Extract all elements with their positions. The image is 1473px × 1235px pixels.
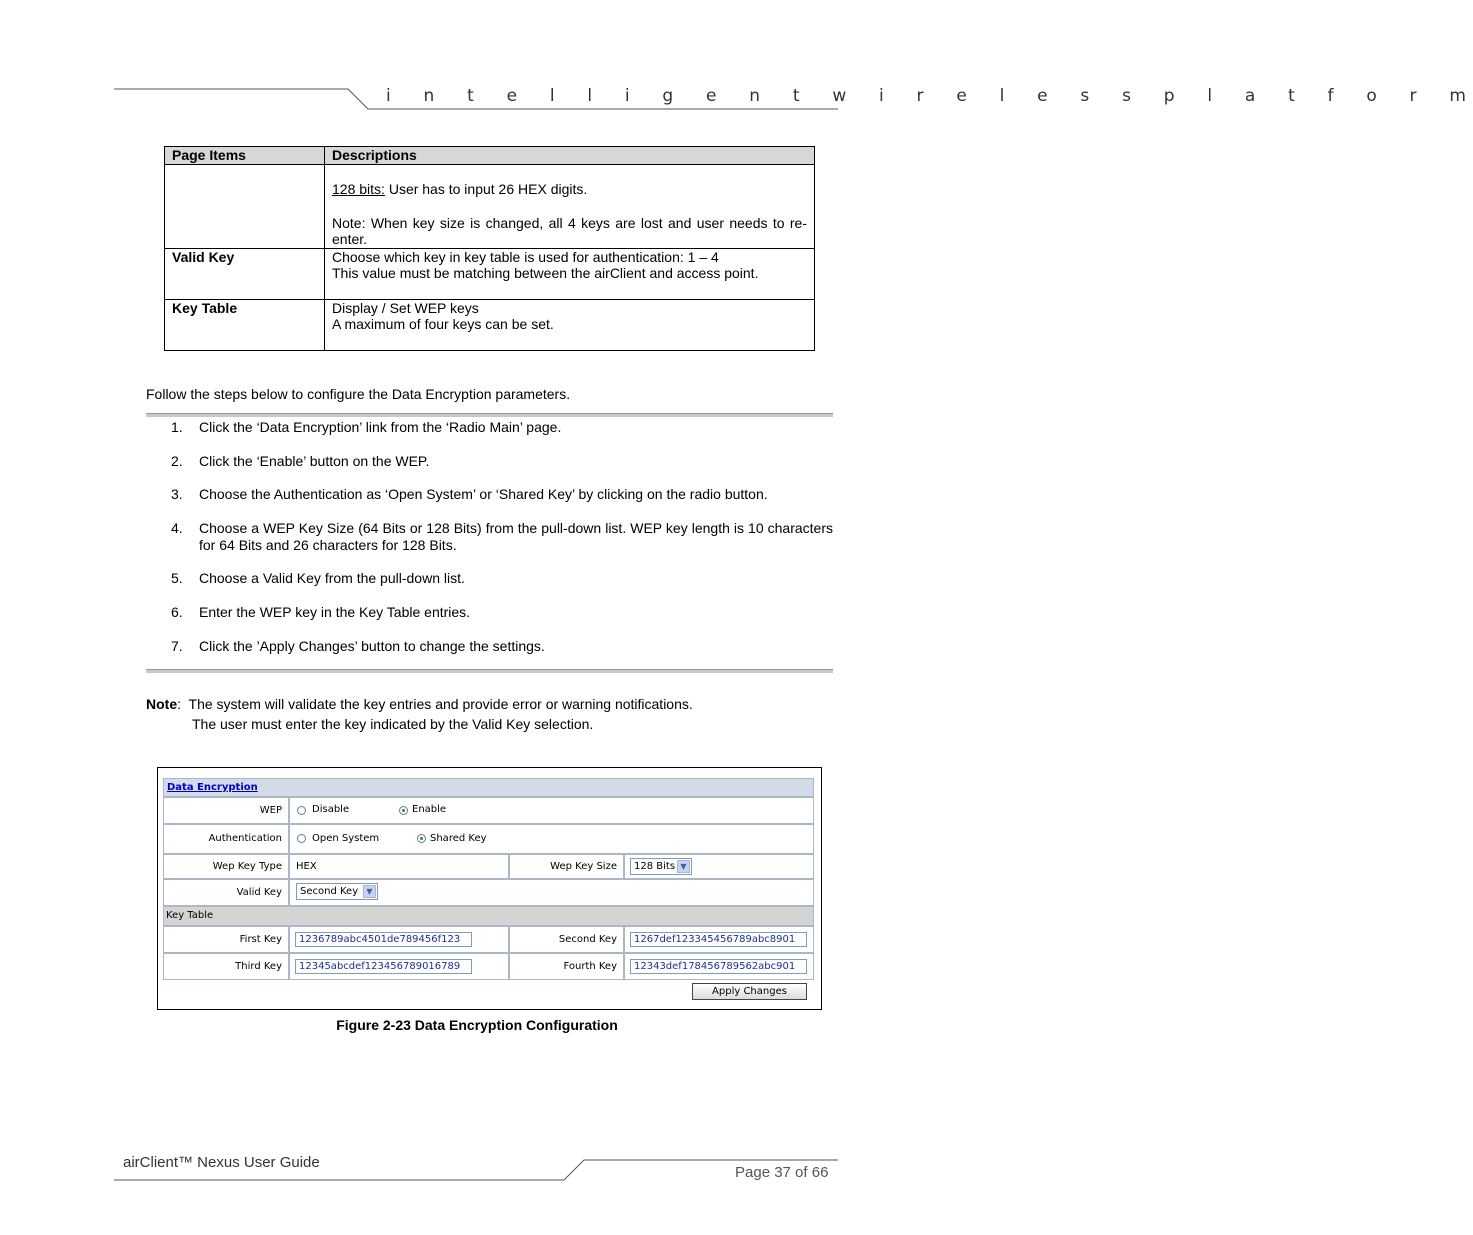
wep-enable-label: Enable bbox=[412, 804, 447, 815]
first-key-input[interactable]: 1236789abc4501de789456f123 bbox=[295, 932, 472, 947]
list-item bbox=[146, 570, 833, 587]
wep-label-cell bbox=[163, 797, 289, 824]
page-items-table bbox=[164, 146, 815, 351]
key-type-label: Wep Key Type bbox=[212, 861, 282, 872]
auth-label: Authentication bbox=[208, 833, 282, 844]
third-key-label: Third Key bbox=[235, 961, 282, 972]
data-encryption-figure bbox=[157, 767, 822, 1010]
wep-disable-radio[interactable] bbox=[297, 806, 306, 815]
valid-key-value-cell bbox=[289, 879, 814, 906]
data-encryption-link[interactable]: Data Encryption bbox=[167, 782, 258, 793]
key-size-selected: 128 Bits bbox=[634, 861, 676, 872]
figure-title-bar bbox=[163, 778, 814, 797]
second-key-input[interactable]: 1267def123345456789abc8901 bbox=[630, 932, 807, 947]
key-type-label-cell bbox=[163, 854, 289, 879]
step-number: 3. bbox=[171, 486, 183, 503]
auth-open-system-radio[interactable] bbox=[297, 834, 306, 843]
key-size-text: User has to input 26 HEX digits. bbox=[384, 181, 588, 197]
header-tagline: i n t e l l i g e n t w i r e l e s s p l a t f o r m bbox=[386, 86, 1473, 106]
key-size-value-cell bbox=[624, 854, 814, 879]
step-number: 2. bbox=[171, 452, 183, 469]
chevron-down-icon[interactable]: ▼ bbox=[677, 860, 690, 873]
row-description bbox=[325, 249, 815, 300]
step-text: Enter the WEP key in the Key Table entries. bbox=[199, 603, 471, 620]
first-key-value-cell bbox=[289, 926, 509, 953]
step-text: Choose a Valid Key from the pull-down list. bbox=[199, 570, 465, 587]
key-type-value-cell bbox=[289, 854, 509, 879]
auth-open-system-label: Open System bbox=[312, 833, 380, 844]
first-key-label: First Key bbox=[239, 934, 282, 945]
table-header-row bbox=[165, 147, 815, 165]
col-header-page-items: Page Items bbox=[165, 147, 325, 165]
step-number: 1. bbox=[171, 419, 183, 435]
second-key-value-cell bbox=[624, 926, 814, 953]
key-size-term: 128 bits: bbox=[332, 181, 385, 197]
key-table-title: Key Table bbox=[166, 910, 214, 921]
auth-label-cell bbox=[163, 824, 289, 854]
table-row bbox=[165, 249, 815, 300]
list-item bbox=[146, 520, 833, 554]
valid-key-selected: Second Key bbox=[300, 886, 359, 897]
list-item bbox=[146, 638, 833, 655]
wep-label: WEP bbox=[259, 805, 282, 816]
row-item bbox=[165, 165, 325, 249]
key-table-line1: Display / Set WEP keys bbox=[332, 300, 479, 316]
row-description bbox=[325, 165, 815, 249]
footer-guide-title: airClient™ Nexus User Guide bbox=[123, 1154, 320, 1171]
apply-changes-button[interactable]: Apply Changes bbox=[692, 983, 807, 1000]
figure-caption: Figure 2-23 Data Encryption Configuration bbox=[336, 1017, 618, 1033]
steps-bottom-rule bbox=[146, 669, 833, 673]
fourth-key-label: Fourth Key bbox=[563, 961, 617, 972]
auth-shared-key-label: Shared Key bbox=[430, 833, 487, 844]
list-item bbox=[146, 419, 833, 436]
table-row bbox=[165, 300, 815, 351]
row-description bbox=[325, 300, 815, 351]
second-key-label: Second Key bbox=[558, 934, 617, 945]
key-table-line2: A maximum of four keys can be set. bbox=[332, 316, 554, 332]
row-item: Key Table bbox=[165, 300, 325, 351]
step-text: Choose the Authentication as ‘Open System’ or ‘Shared Key’ by clicking on the radio button. bbox=[199, 486, 768, 503]
third-key-value-cell bbox=[289, 953, 509, 980]
steps-list bbox=[146, 419, 833, 671]
step-text: Click the ’Apply Changes’ button to change the settings. bbox=[199, 637, 545, 654]
valid-key-line2: This value must be matching between the airClient and access point. bbox=[332, 265, 759, 281]
list-item bbox=[146, 486, 833, 503]
valid-key-label-cell bbox=[163, 879, 289, 906]
step-text: Choose a WEP Key Size (64 Bits or 128 Bits) from the pull-down list. WEP key length is 10 characters for 64 Bits and 26 characters for 128 Bits. bbox=[199, 519, 833, 553]
auth-value-cell bbox=[289, 824, 814, 854]
auth-shared-key-radio[interactable] bbox=[417, 834, 426, 843]
step-number: 7. bbox=[171, 637, 183, 654]
key-size-label-cell bbox=[509, 854, 624, 879]
third-key-input[interactable]: 12345abcdef123456789016789 bbox=[295, 959, 472, 974]
valid-key-label: Valid Key bbox=[236, 887, 282, 898]
wep-value-cell bbox=[289, 797, 814, 824]
list-item bbox=[146, 604, 833, 621]
intro-paragraph: Follow the steps below to configure the Data Encryption parameters. bbox=[146, 386, 571, 402]
wep-disable-label: Disable bbox=[312, 804, 350, 815]
step-text: Click the ‘Data Encryption’ link from the ‘Radio Main’ page. bbox=[199, 419, 562, 435]
step-text: Click the ‘Enable’ button on the WEP. bbox=[199, 452, 430, 469]
fourth-key-value-cell bbox=[624, 953, 814, 980]
key-size-note: Note: When key size is changed, all 4 keys are lost and user needs to re-enter. bbox=[332, 215, 807, 247]
list-item bbox=[146, 453, 833, 470]
second-key-label-cell bbox=[509, 926, 624, 953]
steps-top-rule bbox=[146, 413, 833, 417]
key-type-value: HEX bbox=[296, 861, 317, 872]
fourth-key-label-cell bbox=[509, 953, 624, 980]
key-table-header bbox=[163, 906, 814, 926]
col-header-descriptions: Descriptions bbox=[325, 147, 815, 165]
wep-enable-radio[interactable] bbox=[399, 806, 408, 815]
table-row bbox=[165, 165, 815, 249]
footer-page-number: Page 37 of 66 bbox=[735, 1164, 829, 1181]
row-item: Valid Key bbox=[165, 249, 325, 300]
first-key-label-cell bbox=[163, 926, 289, 953]
valid-key-line1: Choose which key in key table is used for authentication: 1 – 4 bbox=[332, 249, 719, 265]
note-line2: The user must enter the key indicated by the Valid Key selection. bbox=[192, 716, 594, 732]
chevron-down-icon[interactable]: ▼ bbox=[363, 885, 376, 898]
note-paragraph bbox=[146, 696, 693, 713]
note-label: Note bbox=[146, 696, 178, 712]
fourth-key-input[interactable]: 12343def178456789562abc901 bbox=[630, 959, 807, 974]
step-number: 4. bbox=[171, 519, 183, 536]
third-key-label-cell bbox=[163, 953, 289, 980]
key-size-label: Wep Key Size bbox=[550, 861, 617, 872]
step-number: 6. bbox=[171, 603, 183, 620]
note-line1: : The system will validate the key entries and provide error or warning notifications. bbox=[177, 696, 693, 712]
key-size-select[interactable] bbox=[630, 858, 692, 875]
step-number: 5. bbox=[171, 570, 183, 587]
valid-key-select[interactable] bbox=[296, 883, 378, 900]
